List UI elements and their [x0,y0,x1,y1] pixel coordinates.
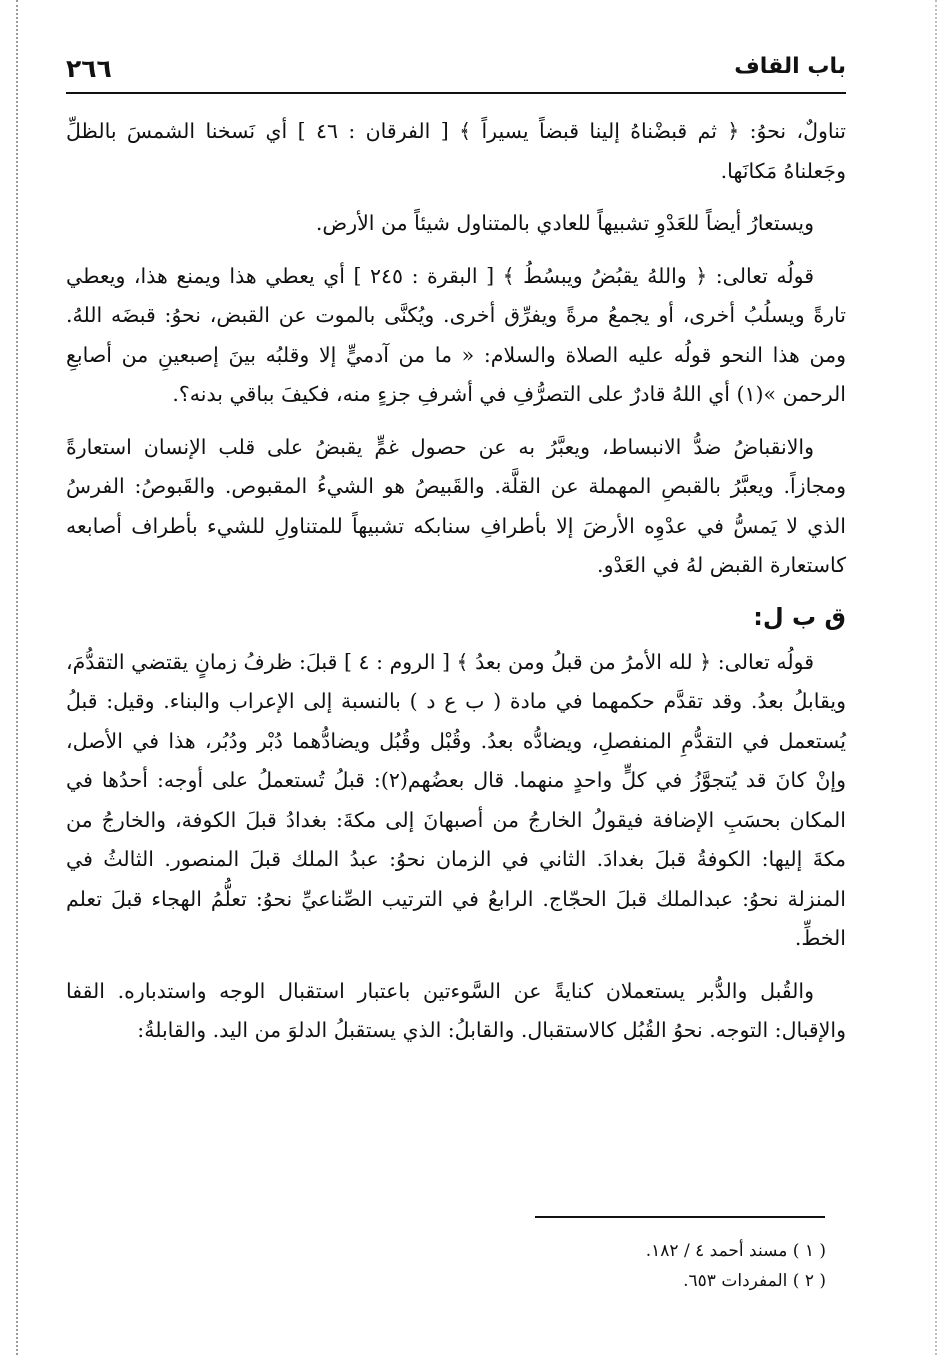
chapter-title: باب القاف [734,54,846,79]
footnote-1: ( ١ ) مسند أحمد ٤ / ١٨٢. [645,1241,826,1261]
main-text [66,112,846,1064]
paragraph-3: قولُه تعالى: ﴿ واللهُ يقبُضُ ويبسُطُ ﴾ [ البقرة : ٢٤٥ ] أي يعطي هذا ويمنع هذا، ويعطي تارةً ويسلُبُ أخرى، أو يجمعُ مرةً ويفرِّق أخرى. ويُكنَّى بالموت عن القبض، نحوُ: قبضَه اللهُ. ومن هذا النحو قولُه عليه الصلاة والسلام: « ما من آدميٍّ إلا وقلبُه بينَ إصبعينِ من أصابعِ الرحمن »(١) أي اللهُ قادرٌ على التصرُّفِ في أشرفِ جزءٍ منه، فكيفَ بباقي بدنه؟. [66,263,846,406]
page-header [66,52,846,86]
page-number: ٢٦٦ [66,54,112,83]
footnote-divider [535,1216,825,1218]
scan-edge-dots-right [935,0,937,1355]
paragraph-5: قولُه تعالى: ﴿ لله الأمرُ من قبلُ ومن بعدُ ﴾ [ الروم : ٤ ] قبلَ: ظرفُ زمانٍ يقتضي التقدُّمَ، ويقابلُ بعدُ. وقد تقدَّم حكمهما في مادة ( ب ع د ) بالنسبة إلى الإعراب والبناء. وقيل: قبلُ يُستعمل في التقدُّمِ المنفصلِ، ويضادُّه بعدُ. وقُبْل وقُبُل ويضادُّهما دُبْر ودُبُر، هذا في الأصل، وإنْ كانَ قد يُتجوَّزُ في كلٍّ واحدٍ منهما. قال بعضُهم(٢): قبلُ تُستعملُ على أوجه: أحدُها في المكان بحسَبِ الإضافة فيقولُ الخارجُ من أصبهانَ إلى مكةَ: بغدادُ قبلَ الكوفة، والخارجُ من مكةَ إليها: الكوفةُ قبلَ بغدادَ. الثاني في الزمان نحوُ: عبدُ الملك قبلَ المنصور. الثالثُ في المنزلة نحوُ: عبدالملك قبلَ الحجّاج. الرابعُ في الترتيب الصِّناعيِّ نحوُ: تعلُّمُ الهجاء قبلَ تعلم الخطِّ. [66,649,846,950]
paragraph-4: والانقباضُ ضدُّ الانبساط، ويعبَّرُ به عن حصول غمٍّ يقبضُ على قلب الإنسان استعارةً ومجازاً. ويعبَّرُ بالقبصِ المهملة عن القلَّة. والقَبيصُ هو الشيءُ المقبوص. والقَبوصُ: الفرسُ الذي لا يَمسُّ في عدْوِه الأرضَ إلا بأطرافِ سنابكه تشبيهاً للمتناولِ للشيء بأطراف أصابعه كاستعارة القبض لهُ في العَدْو. [66,434,846,577]
section-heading: ق ب ل: [753,602,846,631]
paragraph-2: ويستعارُ أيضاً للعَدْوِ تشبيهاً للعادي بالمتناول شيئاً من الأرض. [315,211,814,235]
scan-edge-dots-left [16,0,18,1355]
footnotes [66,1236,826,1296]
header-divider [66,92,846,94]
footnote-2: ( ٢ ) المفردات ٦٥٣. [683,1271,826,1291]
paragraph-6: والقُبل والدُّبر يستعملان كنايةً عن السَّوءتين باعتبار استقبال الوجه واستدباره. القفا والإقبال: التوجه. نحوُ القُبُل كالاستقبال. والقابلُ: الذي يستقبلُ الدلوَ من اليد. والقابلةُ: [66,978,846,1042]
paragraph-1: تناولٌ، نحوُ: ﴿ ثم قبضْناهُ إلينا قبضاً يسيراً ﴾ [ الفرقان : ٤٦ ] أي نَسخنا الشمسَ بالظلِّ وجَعلناهُ مَكانَها. [66,119,846,183]
